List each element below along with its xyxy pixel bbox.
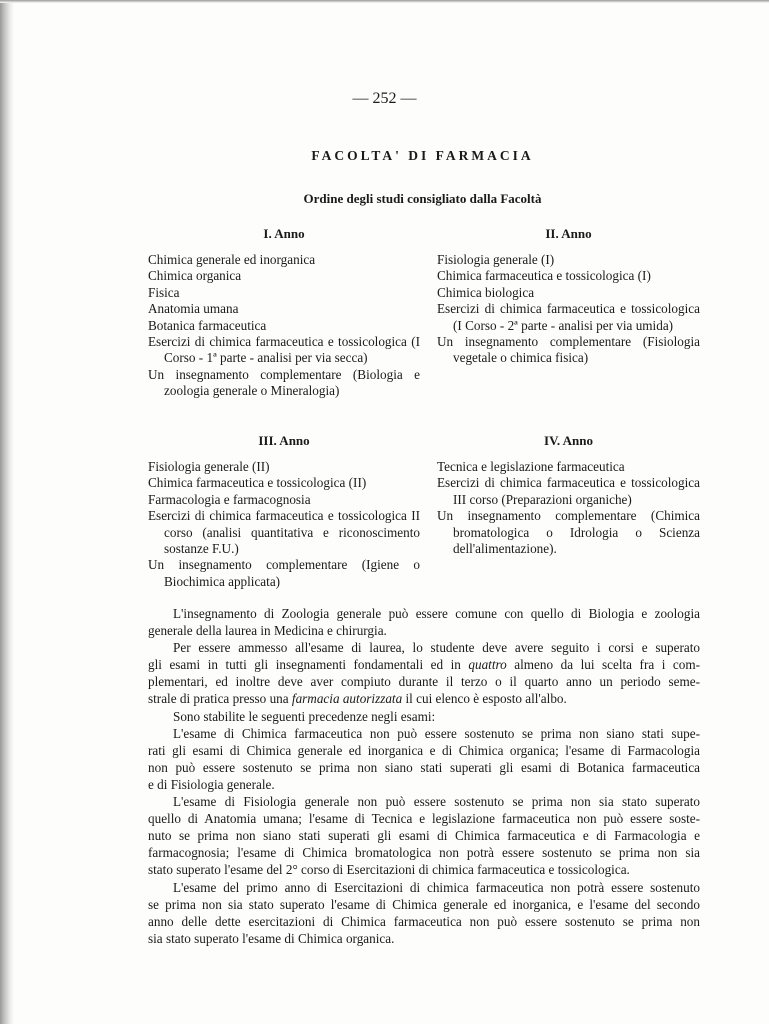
paragraph-line: non può essere sostenuto se prima non siano stati superati gli esami di Botanica farmaceutica: [148, 759, 700, 775]
paragraph-line: se prima non sia stato superato l'esame di Chimica generale ed inorganica, e l'esame del secondo: [148, 896, 700, 912]
course-item: Un insegnamento complementare (Igiene o Biochimica applicata): [148, 557, 420, 589]
paragraph-line: L'esame di Chimica farmaceutica non può essere sostenuto se prima non siano stati supe-: [173, 725, 700, 741]
scan-top-edge: [0, 0, 769, 3]
course-item: Tecnica e legislazione farmaceutica: [437, 459, 625, 474]
course-item: Farmacologia e farmacognosia: [148, 491, 311, 507]
paragraph-line: nuto se prima non siano stati superati gli esami di Chimica farmaceutica e di Farmacologia e: [148, 828, 700, 844]
year-heading: II. Anno: [545, 226, 592, 241]
course-item: Esercizi di chimica farmaceutica e tossicologica (I Corso - 2ª parte - analisi per via umida): [437, 301, 700, 333]
course-item: Esercizi di chimica farmaceutica e tossicologica (I Corso - 1ª parte - analisi per via secca): [148, 334, 420, 366]
paragraph-line: gli esami in tutti gli insegnamenti fondamentali ed in quattro almeno da lui scelta fra i com-: [148, 657, 700, 673]
course-item: Un insegnamento complementare (Biologia e zoologia generale o Mineralogia): [148, 366, 420, 399]
course-item: Un insegnamento complementare (Fisiologia vegetale o chimica fisica): [437, 334, 700, 366]
page-number: — 252 —: [352, 90, 417, 107]
paragraph-line: L'esame di Fisiologia generale non può essere sostenuto se prima non sia stato superato: [173, 794, 700, 810]
paragraph-line: anno delle dette esercitazioni di Chimica farmaceutica non può essere sostenuto se prima non: [148, 913, 700, 929]
year-3: [148, 433, 420, 590]
year-2: [437, 226, 700, 367]
course-item: Esercizi di chimica farmaceutica e tossicologica III corso (Preparazioni organiche): [437, 475, 700, 507]
paragraph-line: L'insegnamento di Zoologia generale può essere comune con quello di Biologia e zoologia: [173, 606, 700, 621]
paragraph-line: farmacognosia; l'esame di Chimica bromatologica non potrà essere sostenuto se prima non sia: [148, 845, 700, 861]
course-item: Un insegnamento complementare (Chimica bromatologica o Idrologia o Scienza dell'alimentazione).: [437, 508, 700, 557]
page-title: FACOLTA' DI FARMACIA: [311, 148, 534, 163]
year-heading: III. Anno: [258, 433, 310, 448]
course-item: Chimica organica: [148, 268, 242, 284]
course-item: Botanica farmaceutica: [148, 317, 267, 333]
year-heading: IV. Anno: [544, 433, 593, 448]
course-item: Chimica farmaceutica e tossicologica (II): [148, 475, 367, 491]
paragraph-line: L'esame del primo anno di Esercitazioni di chimica farmaceutica non potrà essere sostenuto: [173, 879, 700, 895]
body-text: [148, 605, 700, 947]
paragraph-line: sia stato superato l'esame di Chimica organica.: [148, 930, 395, 946]
year-1: [148, 226, 420, 400]
year-4: [437, 433, 700, 557]
course-item: Chimica farmaceutica e tossicologica (I): [437, 268, 651, 284]
course-item: Esercizi di chimica farmaceutica e tossicologica II corso (analisi quantitativa e riconoscimento sostanze F.U.): [148, 508, 420, 557]
paragraph-line: Per essere ammesso all'esame di laurea, lo studente deve avere seguito i corsi e superato: [173, 640, 700, 656]
course-item: Fisica: [148, 284, 180, 300]
paragraph-line: strale di pratica presso una farmacia autorizzata il cui elenco è esposto all'albo.: [148, 691, 567, 707]
course-item: Fisiologia generale (II): [148, 459, 270, 474]
paragraph-line: quello di Anatomia umana; l'esame di Tecnica e legislazione farmaceutica non può essere soste-: [148, 811, 700, 827]
paragraph-line: generale della laurea in Medicina e chirurgia.: [148, 623, 387, 639]
paragraph-line: Sono stabilite le seguenti precedenze negli esami:: [173, 708, 436, 724]
course-item: Chimica biologica: [437, 284, 535, 300]
page-subtitle: Ordine degli studi consigliato dalla Facoltà: [303, 191, 542, 206]
course-item: Anatomia umana: [148, 301, 239, 317]
course-item: Chimica generale ed inorganica: [148, 252, 316, 267]
paragraph-line: plementari, ed inoltre deve aver compiuto durante il terzo o il quarto anno un periodo seme-: [148, 674, 700, 690]
course-item: Fisiologia generale (I): [437, 252, 555, 267]
year-heading: I. Anno: [263, 226, 305, 241]
paragraph-line: e di Fisiologia generale.: [148, 776, 275, 792]
paragraph-line: rati gli esami di Chimica generale ed inorganica e di Chimica organica; l'esame di Farmacologia: [148, 742, 700, 758]
paragraph-line: stato superato l'esame del 2° corso di Esercitazioni di chimica farmaceutica e tossicologica.: [148, 862, 630, 878]
